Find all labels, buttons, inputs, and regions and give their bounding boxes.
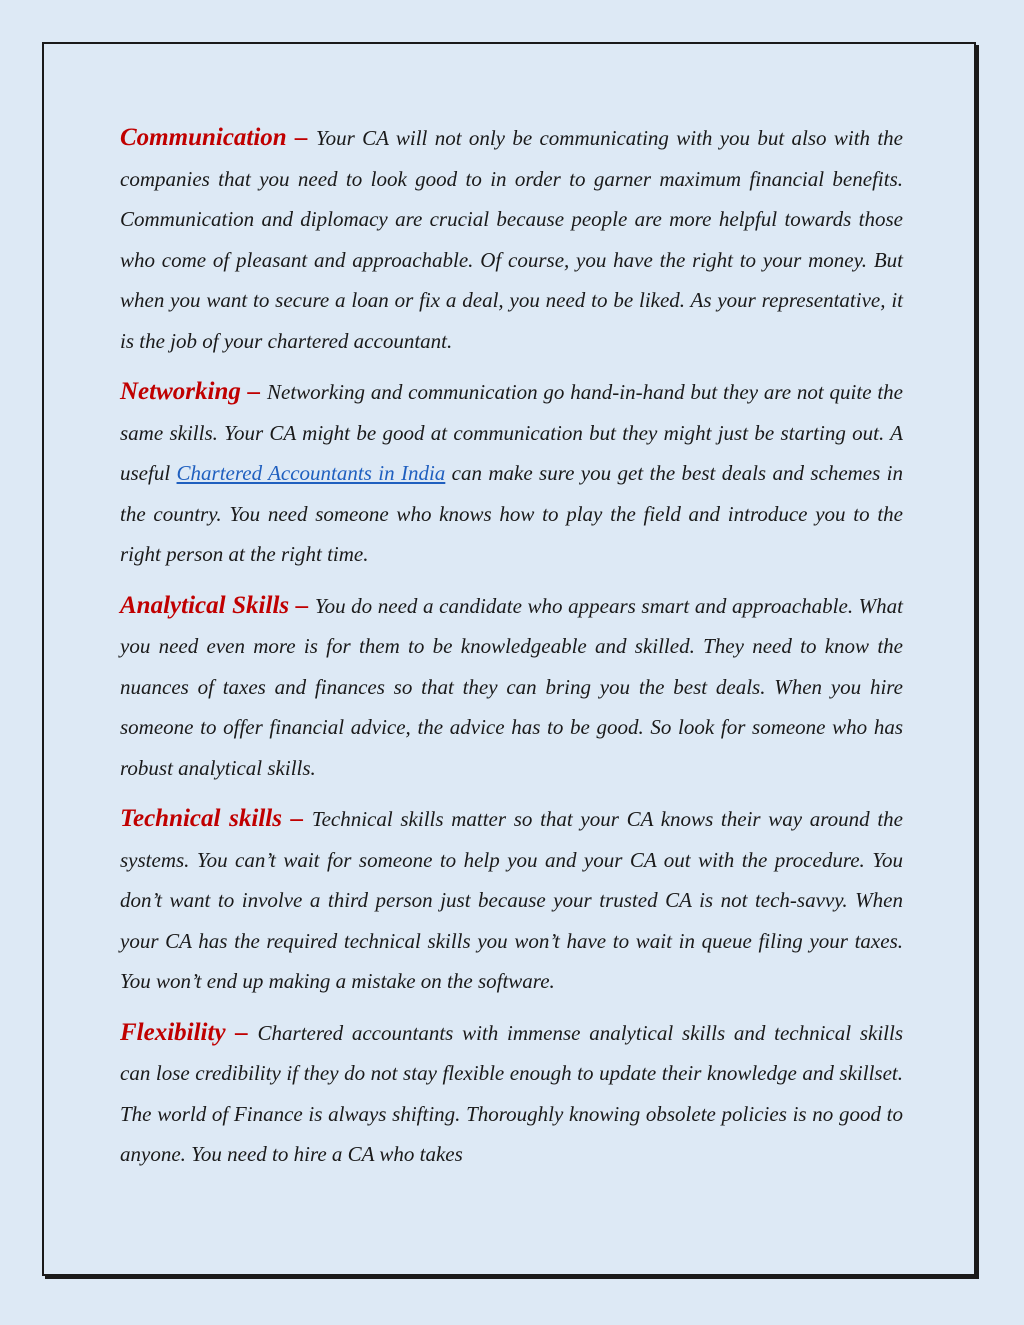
heading-dash: – [286,124,316,151]
heading-dash: – [281,805,312,832]
document-body [120,118,903,1186]
chartered-accountants-link[interactable]: Chartered Accountants in India [176,461,446,485]
section-body: You do need a candidate who appears smart and approachable. What you need even more is for them to be knowledgeable and skilled. They need to know the nuances of taxes and finances so that they can bring you the best deals. When you hire someone to offer financial advice, the advice has to be good. So look for someone who has robust analytical skills. [120,593,903,780]
section-technical-skills [120,799,903,1002]
section-flexibility [120,1013,903,1175]
section-body: Chartered accountants with immense analytical skills and technical skills can lose credibility if they do not stay flexible enough to update their knowledge and skillset. The world of Finance is always shifting. Thoroughly knowing obsolete policies is no good to anyone. You need to hire a CA who takes [120,1020,903,1166]
section-heading: Flexibility [120,1018,226,1046]
section-heading: Communication [120,124,287,151]
section-heading: Analytical Skills [120,591,290,619]
section-body-after-link: can make sure you get the best deals and schemes in the country. You need someone who knows how to play the field and introduce you to the right person at the right time. [120,461,903,566]
section-body: Technical skills matter so that your CA knows their way around the systems. You can’t wait for someone to help you and your CA out with the procedure. You don’t want to involve a third person just because your trusted CA is not tech-savvy. When your CA has the required technical skills you won’t have to wait in queue filing your taxes. You won’t end up making a mistake on the software. [120,807,903,993]
heading-dash: – [289,591,315,619]
section-communication [120,118,903,361]
section-heading: Networking [120,378,241,405]
section-body: Your CA will not only be communicating with you but also with the companies that you need to look good to in order to garner maximum financial benefits. Communication and diplomacy are crucial because people are more helpful towards those who come of pleasant and approachable. Of course, you have the right to your money. But when you want to secure a loan or fix a deal, you need to be liked. As your representative, it is the job of your chartered accountant. [120,126,903,353]
heading-dash: – [240,378,267,405]
section-heading: Technical skills [120,805,282,832]
section-body-before-link: Networking and communication go hand-in-hand but they are not quite the same skills. Your CA might be good at communication but they might just be starting out. A useful [120,380,903,485]
section-analytical-skills [120,586,903,789]
section-networking [120,372,903,575]
heading-dash: – [225,1018,258,1046]
